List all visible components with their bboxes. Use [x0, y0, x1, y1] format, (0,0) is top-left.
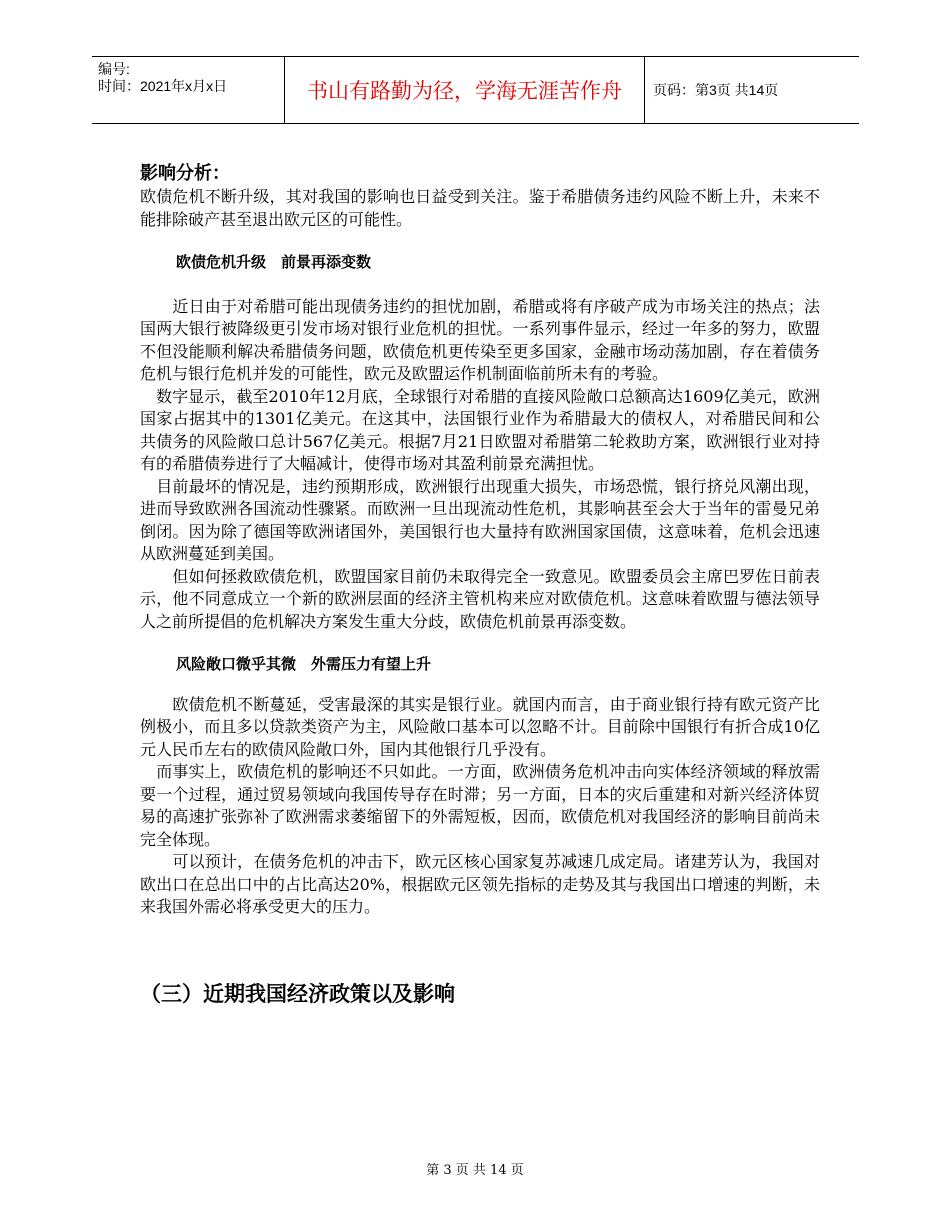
document-body: [140, 162, 820, 1005]
page-header: [92, 56, 859, 124]
code-label: 编号:: [98, 61, 130, 77]
header-left-cell: [92, 57, 285, 123]
paragraph: 近日由于对希腊可能出现债务违约的担忧加剧，希腊或将有序破产成为市场关注的热点；法国两大银行被降级更引发市场对银行业危机的担忧。一系列事件显示，经过一年多的努力，欧盟不但没能顺利解决希腊债务问题，欧债危机更传染至更多国家，金融市场动荡加剧，存在着债务危机与银行危机并发的可能性，欧元及欧盟运作机制面临前所未有的考验。: [140, 296, 820, 383]
subheading-2: 风险敞口微乎其微 外需压力有望上升: [176, 655, 432, 673]
paragraph: 但如何拯救欧债危机，欧盟国家目前仍未取得完全一致意见。欧盟委员会主席巴罗佐日前表示，他不同意成立一个新的欧洲层面的经济主管机构来应对欧债危机。这意味着欧盟与德法领导人之前所提倡的危机解决方案发生重大分歧，欧债危机前景再添变数。: [140, 566, 820, 631]
header-motto: 书山有路勤为径，学海无涯苦作舟: [285, 57, 645, 123]
paragraph: 目前最坏的情况是，违约预期形成，欧洲银行出现重大损失，市场恐慌，银行挤兑风潮出现，进而导致欧洲各国流动性骤紧。而欧洲一旦出现流动性危机，其影响甚至会大于当年的雷曼兄弟倒闭。因为除了德国等欧洲诸国外，美国银行也大量持有欧洲国家国债，这意味着，危机会迅速从欧洲蔓延到美国。: [140, 476, 820, 563]
section-title: 影响分析：: [140, 163, 230, 184]
paragraph: 可以预计，在债务危机的冲击下，欧元区核心国家复苏减速几成定局。诸建芳认为，我国对欧出口在总出口中的占比高达20%，根据欧元区领先指标的走势及其与我国出口增速的判断，未来我国外需必将承受更大的压力。: [140, 852, 820, 916]
paragraph: 数字显示，截至2010年12月底，全球银行对希腊的直接风险敞口总额高达1609亿美元，欧洲国家占据其中的1301亿美元。在这其中，法国银行业作为希腊最大的债权人，对希腊民间和公共债务的风险敞口总计567亿美元。根据7月21日欧盟对希腊第二轮救助方案，欧洲银行业对持有的希腊债券进行了大幅减计，使得市场对其盈利前景充满担忧。: [140, 386, 820, 473]
paragraph: 欧债危机不断蔓延，受害最深的其实是银行业。就国内而言，由于商业银行持有欧元资产比例极小，而且多以贷款类资产为主，风险敞口基本可以忽略不计。目前除中国银行有折合成10亿元人民币左右的欧债风险敞口外，国内其他银行几乎没有。: [140, 694, 820, 759]
intro-paragraph: 欧债危机不断升级，其对我国的影响也日益受到关注。鉴于希腊债务违约风险不断上升，未来不能排除破产甚至退出欧元区的可能性。: [140, 187, 820, 229]
paragraph: 而事实上，欧债危机的影响还不只如此。一方面，欧洲债务危机冲击向实体经济领域的释放需要一个过程，通过贸易领域向我国传导存在时滞；另一方面，日本的灾后重建和对新兴经济体贸易的高速扩张弥补了欧洲需求萎缩留下的外需短板，因而，欧债危机对我国经济的影响目前尚未完全体现。: [140, 762, 820, 849]
page-footer: 第 3 页 共 14 页: [426, 1163, 524, 1178]
time-label: 时间：2021年x月x日: [98, 78, 228, 94]
next-section-heading: （三）近期我国经济政策以及影响: [140, 981, 455, 1006]
subheading-1: 欧债危机升级 前景再添变数: [176, 253, 372, 271]
header-page-label: 页码：第3页 共14页: [653, 82, 779, 98]
